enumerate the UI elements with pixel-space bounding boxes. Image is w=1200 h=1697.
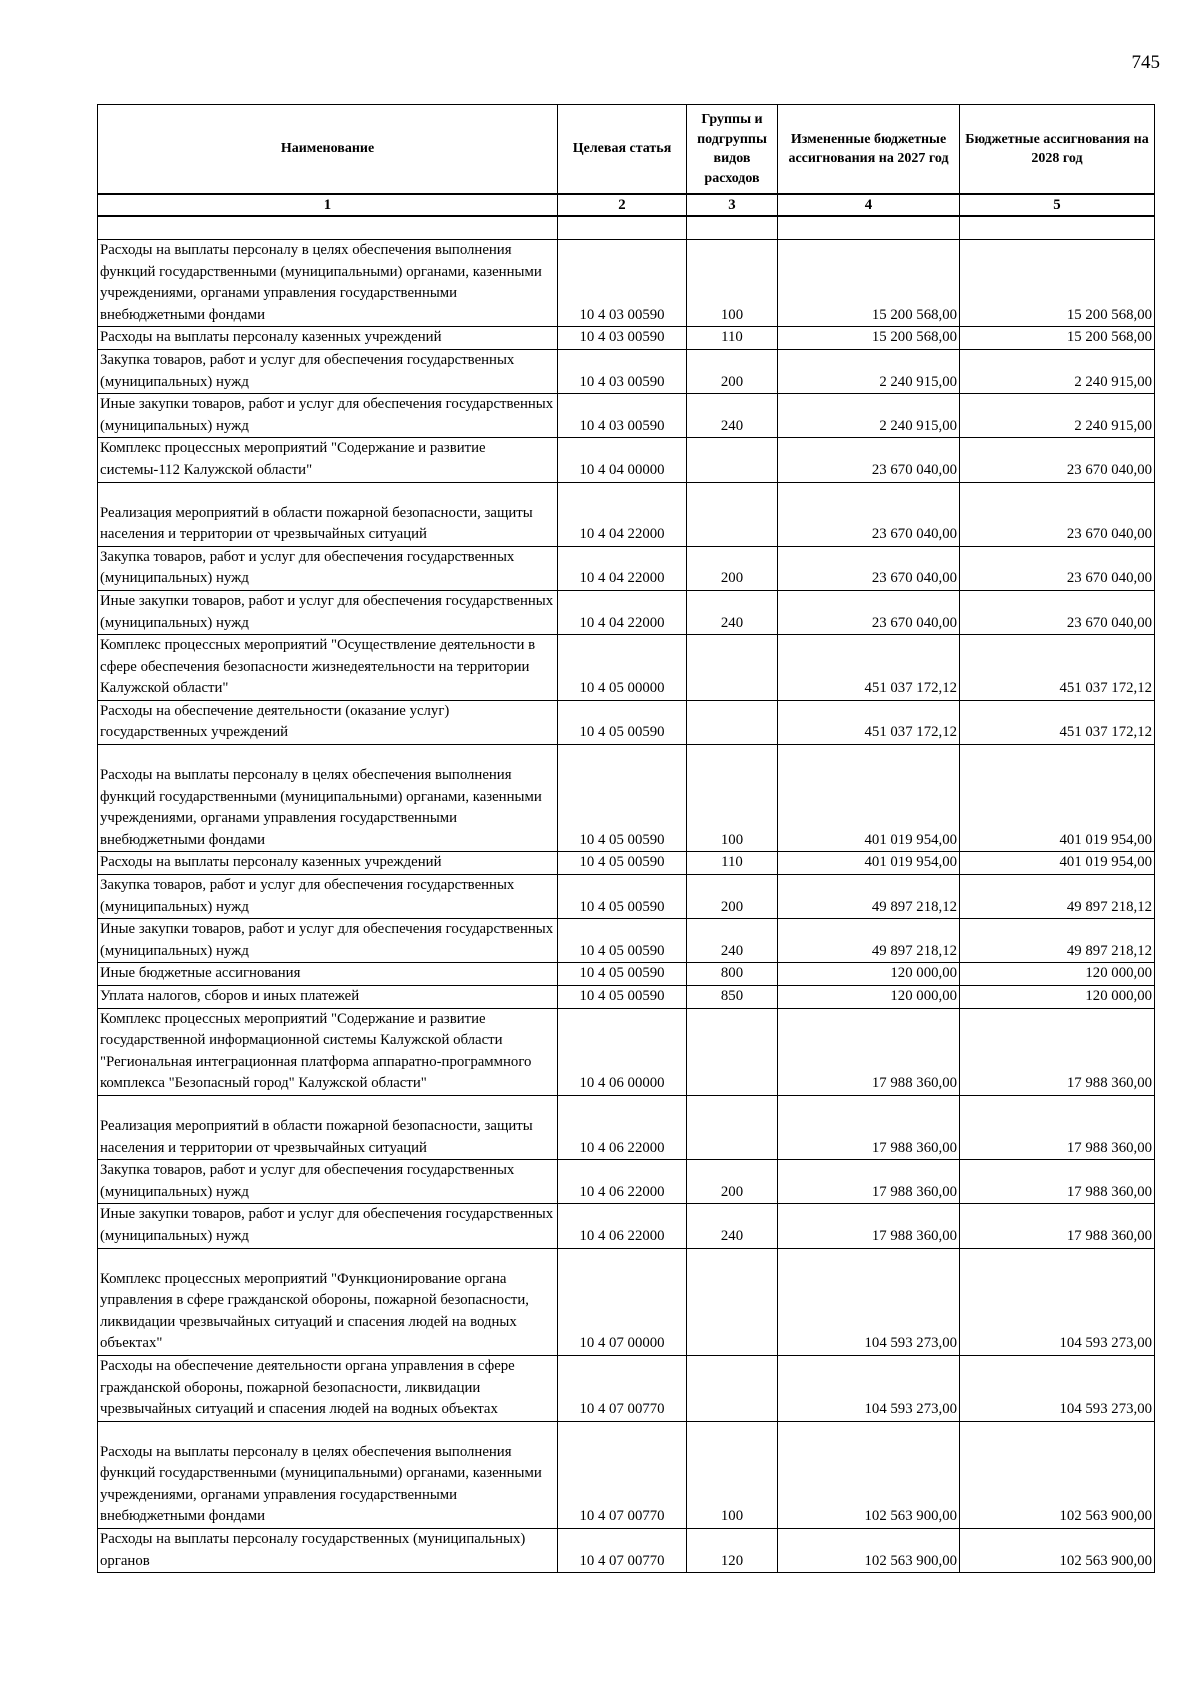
row-amount-2028: 401 019 954,00 [960, 852, 1155, 875]
row-name: Закупка товаров, работ и услуг для обеспечения государственных (муниципальных) нужд [98, 1160, 558, 1204]
column-number: 3 [687, 194, 778, 216]
row-target-code: 10 4 06 22000 [558, 1095, 687, 1159]
table-row [98, 438, 1155, 482]
row-name: Расходы на выплаты персоналу государственных (муниципальных) органов [98, 1529, 558, 1573]
row-amount-2027: 102 563 900,00 [778, 1421, 960, 1528]
row-group: 240 [687, 919, 778, 963]
row-name: Закупка товаров, работ и услуг для обеспечения государственных (муниципальных) нужд [98, 546, 558, 590]
row-amount-2028: 15 200 568,00 [960, 327, 1155, 350]
row-group: 100 [687, 240, 778, 327]
row-group: 850 [687, 986, 778, 1009]
row-name: Расходы на выплаты персоналу казенных учреждений [98, 327, 558, 350]
row-group [687, 1355, 778, 1421]
row-group [687, 1095, 778, 1159]
row-target-code: 10 4 05 00590 [558, 852, 687, 875]
row-target-code: 10 4 03 00590 [558, 349, 687, 393]
row-amount-2028: 104 593 273,00 [960, 1355, 1155, 1421]
row-group: 240 [687, 394, 778, 438]
row-target-code: 10 4 06 00000 [558, 1008, 687, 1095]
row-group: 110 [687, 852, 778, 875]
row-name: Иные закупки товаров, работ и услуг для обеспечения государственных (муниципальных) нужд [98, 394, 558, 438]
table-row [98, 327, 1155, 350]
table-row [98, 852, 1155, 875]
row-amount-2027: 2 240 915,00 [778, 394, 960, 438]
row-group: 200 [687, 349, 778, 393]
row-target-code: 10 4 04 22000 [558, 546, 687, 590]
row-target-code: 10 4 05 00590 [558, 875, 687, 919]
row-amount-2027: 451 037 172,12 [778, 635, 960, 701]
row-amount-2028: 23 670 040,00 [960, 590, 1155, 634]
row-group: 800 [687, 963, 778, 986]
row-name: Закупка товаров, работ и услуг для обеспечения государственных (муниципальных) нужд [98, 875, 558, 919]
row-target-code: 10 4 07 00770 [558, 1529, 687, 1573]
header-group: Группы и подгруппы видов расходов [687, 105, 778, 195]
row-amount-2027: 102 563 900,00 [778, 1529, 960, 1573]
row-amount-2028: 2 240 915,00 [960, 349, 1155, 393]
table-header-row [98, 105, 1155, 195]
row-target-code: 10 4 05 00000 [558, 635, 687, 701]
row-amount-2027: 49 897 218,12 [778, 875, 960, 919]
row-group [687, 482, 778, 546]
row-group: 200 [687, 1160, 778, 1204]
row-amount-2028: 23 670 040,00 [960, 438, 1155, 482]
row-name: Уплата налогов, сборов и иных платежей [98, 986, 558, 1009]
table-row [98, 1529, 1155, 1573]
row-name: Расходы на выплаты персоналу в целях обеспечения выполнения функций государственными (муниципальными) органами, казенными учреждениями, органами управления государственными внебюджетными фондами [98, 745, 558, 852]
table-row [98, 482, 1155, 546]
column-number: 2 [558, 194, 687, 216]
table-row [98, 1204, 1155, 1248]
row-amount-2027: 401 019 954,00 [778, 852, 960, 875]
row-target-code: 10 4 05 00590 [558, 963, 687, 986]
row-amount-2027: 401 019 954,00 [778, 745, 960, 852]
row-amount-2027: 23 670 040,00 [778, 590, 960, 634]
row-amount-2027: 17 988 360,00 [778, 1095, 960, 1159]
column-number: 4 [778, 194, 960, 216]
budget-table [97, 104, 1155, 1573]
table-row [98, 1008, 1155, 1095]
row-target-code: 10 4 06 22000 [558, 1160, 687, 1204]
table-row [98, 349, 1155, 393]
row-group: 200 [687, 546, 778, 590]
row-group [687, 438, 778, 482]
table-row [98, 963, 1155, 986]
row-name: Комплекс процессных мероприятий "Содержание и развитие системы-112 Калужской области" [98, 438, 558, 482]
row-target-code: 10 4 05 00590 [558, 700, 687, 744]
row-target-code: 10 4 07 00770 [558, 1421, 687, 1528]
row-group: 240 [687, 590, 778, 634]
row-group [687, 1248, 778, 1355]
row-group: 100 [687, 745, 778, 852]
row-target-code: 10 4 05 00590 [558, 745, 687, 852]
row-group: 120 [687, 1529, 778, 1573]
row-target-code: 10 4 04 22000 [558, 482, 687, 546]
row-name: Расходы на обеспечение деятельности органа управления в сфере гражданской обороны, пожарной безопасности, ликвидации чрезвычайных ситуаций и спасения людей на водных объектах [98, 1355, 558, 1421]
row-amount-2027: 49 897 218,12 [778, 919, 960, 963]
header-amount-2028: Бюджетные ассигнования на 2028 год [960, 105, 1155, 195]
row-amount-2028: 102 563 900,00 [960, 1529, 1155, 1573]
row-group: 200 [687, 875, 778, 919]
table-body [98, 216, 1155, 1573]
row-amount-2028: 17 988 360,00 [960, 1160, 1155, 1204]
header-target: Целевая статья [558, 105, 687, 195]
header-name: Наименование [98, 105, 558, 195]
row-amount-2028: 120 000,00 [960, 963, 1155, 986]
row-name: Иные закупки товаров, работ и услуг для обеспечения государственных (муниципальных) нужд [98, 1204, 558, 1248]
row-group [687, 1008, 778, 1095]
row-target-code: 10 4 05 00590 [558, 919, 687, 963]
row-name: Расходы на выплаты персоналу в целях обеспечения выполнения функций государственными (муниципальными) органами, казенными учреждениями, органами управления государственными внебюджетными фондами [98, 1421, 558, 1528]
page-number: 745 [1131, 52, 1160, 73]
row-amount-2028: 104 593 273,00 [960, 1248, 1155, 1355]
row-amount-2027: 15 200 568,00 [778, 240, 960, 327]
row-target-code: 10 4 04 00000 [558, 438, 687, 482]
row-name: Иные закупки товаров, работ и услуг для обеспечения государственных (муниципальных) нужд [98, 590, 558, 634]
row-target-code: 10 4 07 00000 [558, 1248, 687, 1355]
row-name: Комплекс процессных мероприятий "Содержание и развитие государственной информационной системы Калужской области "Региональная интеграционная платформа аппаратно-программного комплекса "Безопасный город" Калужской области" [98, 1008, 558, 1095]
row-name: Комплекс процессных мероприятий "Функционирование органа управления в сфере гражданской обороны, пожарной безопасности, ликвидации чрезвычайных ситуаций и спасения людей на водных объектах" [98, 1248, 558, 1355]
row-name: Реализация мероприятий в области пожарной безопасности, защиты населения и территории от чрезвычайных ситуаций [98, 482, 558, 546]
row-amount-2028: 23 670 040,00 [960, 546, 1155, 590]
row-amount-2027: 23 670 040,00 [778, 546, 960, 590]
row-amount-2027: 23 670 040,00 [778, 438, 960, 482]
row-amount-2027: 120 000,00 [778, 963, 960, 986]
row-amount-2027: 104 593 273,00 [778, 1355, 960, 1421]
table-row [98, 394, 1155, 438]
table-row [98, 700, 1155, 744]
table-row [98, 1421, 1155, 1528]
table-row [98, 745, 1155, 852]
row-amount-2028: 15 200 568,00 [960, 240, 1155, 327]
row-amount-2027: 17 988 360,00 [778, 1160, 960, 1204]
row-amount-2027: 2 240 915,00 [778, 349, 960, 393]
row-amount-2028: 17 988 360,00 [960, 1095, 1155, 1159]
row-amount-2027: 15 200 568,00 [778, 327, 960, 350]
row-name: Комплекс процессных мероприятий "Осуществление деятельности в сфере обеспечения безопасности жизнедеятельности на территории Калужской области" [98, 635, 558, 701]
column-number: 5 [960, 194, 1155, 216]
row-amount-2028: 120 000,00 [960, 986, 1155, 1009]
row-amount-2028: 2 240 915,00 [960, 394, 1155, 438]
row-amount-2027: 120 000,00 [778, 986, 960, 1009]
row-target-code: 10 4 05 00590 [558, 986, 687, 1009]
table-row [98, 1095, 1155, 1159]
row-amount-2028: 401 019 954,00 [960, 745, 1155, 852]
table-row [98, 590, 1155, 634]
row-amount-2027: 17 988 360,00 [778, 1008, 960, 1095]
row-target-code: 10 4 06 22000 [558, 1204, 687, 1248]
row-amount-2028: 17 988 360,00 [960, 1008, 1155, 1095]
row-group: 240 [687, 1204, 778, 1248]
table-row [98, 1248, 1155, 1355]
table-row [98, 240, 1155, 327]
row-amount-2028: 17 988 360,00 [960, 1204, 1155, 1248]
row-amount-2027: 23 670 040,00 [778, 482, 960, 546]
row-group: 100 [687, 1421, 778, 1528]
row-name: Закупка товаров, работ и услуг для обеспечения государственных (муниципальных) нужд [98, 349, 558, 393]
header-amount-2027: Измененные бюджетные ассигнования на 2027 год [778, 105, 960, 195]
row-group [687, 635, 778, 701]
table-row [98, 919, 1155, 963]
row-group [687, 700, 778, 744]
table-row [98, 1355, 1155, 1421]
table-row [98, 875, 1155, 919]
column-number: 1 [98, 194, 558, 216]
table-row [98, 635, 1155, 701]
row-name: Реализация мероприятий в области пожарной безопасности, защиты населения и территории от чрезвычайных ситуаций [98, 1095, 558, 1159]
row-name: Иные закупки товаров, работ и услуг для обеспечения государственных (муниципальных) нужд [98, 919, 558, 963]
row-amount-2028: 23 670 040,00 [960, 482, 1155, 546]
row-group: 110 [687, 327, 778, 350]
table-row [98, 1160, 1155, 1204]
row-amount-2028: 49 897 218,12 [960, 919, 1155, 963]
row-target-code: 10 4 03 00590 [558, 240, 687, 327]
row-amount-2027: 104 593 273,00 [778, 1248, 960, 1355]
row-target-code: 10 4 04 22000 [558, 590, 687, 634]
row-amount-2028: 451 037 172,12 [960, 700, 1155, 744]
row-name: Расходы на обеспечение деятельности (оказание услуг) государственных учреждений [98, 700, 558, 744]
row-amount-2028: 451 037 172,12 [960, 635, 1155, 701]
table-row [98, 546, 1155, 590]
table-row [98, 986, 1155, 1009]
row-amount-2028: 49 897 218,12 [960, 875, 1155, 919]
row-target-code: 10 4 07 00770 [558, 1355, 687, 1421]
row-amount-2028: 102 563 900,00 [960, 1421, 1155, 1528]
row-name: Иные бюджетные ассигнования [98, 963, 558, 986]
row-amount-2027: 451 037 172,12 [778, 700, 960, 744]
row-target-code: 10 4 03 00590 [558, 327, 687, 350]
row-target-code: 10 4 03 00590 [558, 394, 687, 438]
spacer-row [98, 216, 1155, 240]
column-numbers-row [98, 194, 1155, 216]
row-name: Расходы на выплаты персоналу в целях обеспечения выполнения функций государственными (муниципальными) органами, казенными учреждениями, органами управления государственными внебюджетными фондами [98, 240, 558, 327]
row-amount-2027: 17 988 360,00 [778, 1204, 960, 1248]
row-name: Расходы на выплаты персоналу казенных учреждений [98, 852, 558, 875]
